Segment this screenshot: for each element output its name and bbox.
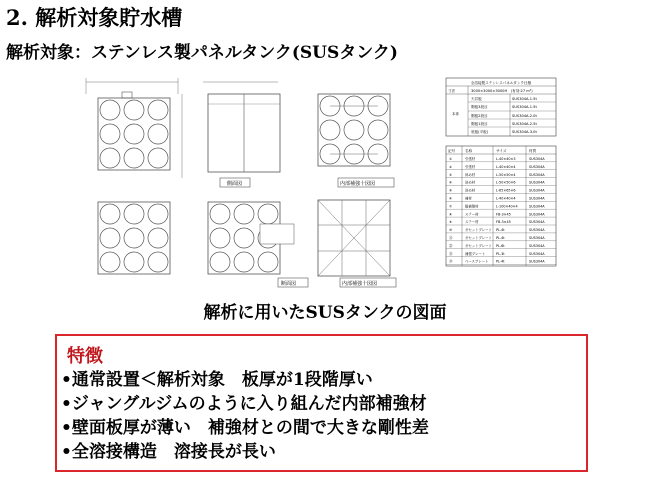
parts-cell-mark: ③ xyxy=(449,172,453,177)
parts-header: 記号 xyxy=(448,149,456,153)
parts-cell-name: ガセットプレート xyxy=(465,243,492,248)
parts-cell-mark: ⑨ xyxy=(449,220,453,225)
parts-cell-mark: ⑬ xyxy=(449,251,453,256)
feature-item: •通常設置＜解析対象 板厚が1段階厚い xyxy=(61,370,373,390)
parts-cell-name: 補強プレート xyxy=(465,251,486,256)
section-view xyxy=(208,202,308,287)
parts-cell-mark: ② xyxy=(449,164,453,169)
parts-cell-name: 縦補強材 xyxy=(465,204,479,209)
parts-cell-material: SUS304A xyxy=(529,172,545,177)
spec-part: 側板1段目 xyxy=(471,122,488,126)
parts-cell-mark: ⑤ xyxy=(449,188,453,193)
figure-caption: 解析に用いたSUSタンクの図面 xyxy=(203,303,447,323)
parts-cell-mark: ⑧ xyxy=(449,212,453,217)
parts-header: 名称 xyxy=(465,149,473,153)
parts-cell-material: SUS304A xyxy=(529,220,545,225)
front-view xyxy=(203,82,280,187)
parts-cell-size: L-65×65×6 xyxy=(496,188,516,193)
spec-capacity-value: 3000×3000×3000H (有効:27 m³) xyxy=(471,89,533,93)
parts-cell-material: SUS304A xyxy=(529,212,545,217)
parts-cell-size: FB-3×45 xyxy=(496,220,511,225)
parts-cell-material: SUS304A xyxy=(529,228,545,233)
parts-cell-name: ガセットプレート xyxy=(465,236,492,240)
view-label: 断面図 xyxy=(281,281,297,287)
parts-table-rows xyxy=(446,156,556,265)
inner-reinforcement-bottom xyxy=(318,200,396,287)
parts-cell-size: L-50×50×4 xyxy=(496,172,516,177)
parts-cell-size: PL-6t xyxy=(496,243,505,248)
parts-cell-name: ガセットプレート xyxy=(465,228,492,233)
view-label: 内部補強十図図 xyxy=(340,181,376,187)
parts-cell-name: ステー材 xyxy=(465,220,479,225)
sus-tank-drawing xyxy=(78,74,560,294)
features-list xyxy=(61,368,429,464)
features-heading: 特徴 xyxy=(67,346,103,367)
parts-cell-mark: ⑥ xyxy=(449,196,453,201)
spec-material: SUS304A-1.5t xyxy=(512,97,537,101)
spec-table-title: 全溶接製ステンレスパネルタンク仕様 xyxy=(470,81,532,85)
parts-cell-size: PL-4t xyxy=(496,236,505,240)
parts-cell-size: PL-4t xyxy=(496,259,505,264)
parts-cell-material: SUS304A xyxy=(529,196,545,201)
spec-material: SUS304A-2.0t xyxy=(512,114,537,118)
feature-item: •壁面板厚が薄い 補強材との間で大きな剛性差 xyxy=(61,418,429,438)
parts-cell-name: 引張材 xyxy=(465,157,476,161)
parts-cell-material: SUS304A xyxy=(529,164,545,169)
spec-part: 底板(平板) xyxy=(471,130,489,134)
features-box xyxy=(55,334,588,472)
parts-cell-material: SUS304A xyxy=(529,236,545,240)
parts-cell-mark: ④ xyxy=(449,180,453,185)
spec-material: SUS304A-1.5t xyxy=(512,105,537,109)
parts-cell-material: SUS304A xyxy=(529,251,545,256)
side-view xyxy=(86,78,182,178)
parts-cell-name: 補材 xyxy=(465,196,472,201)
spec-body-label: 本体 xyxy=(452,112,460,116)
slide-title: 2. 解析対象貯水槽 xyxy=(6,5,183,30)
parts-cell-material: SUS304A xyxy=(529,204,545,209)
side-view-bottom xyxy=(98,202,170,274)
parts-cell-name: 斜め材 xyxy=(465,180,476,185)
parts-cell-mark: ⑦ xyxy=(449,204,453,209)
parts-cell-name: 斜め材 xyxy=(465,188,476,193)
parts-cell-name: ステー材 xyxy=(465,212,479,217)
feature-item: •ジャングルジムのように入り組んだ内部補強材 xyxy=(61,394,427,414)
view-label: 内部補強十図図 xyxy=(342,281,378,287)
feature-item: •全溶接構造 溶接長が長い xyxy=(61,442,276,462)
parts-cell-name: 引張材 xyxy=(465,164,476,169)
parts-cell-material: SUS304A xyxy=(529,180,545,185)
parts-cell-mark: ⑫ xyxy=(449,243,453,248)
parts-cell-mark: ① xyxy=(449,157,453,161)
parts-cell-material: SUS304A xyxy=(529,259,545,264)
parts-cell-size: L-100×40×4 xyxy=(496,204,518,209)
spec-part: 側板3段目 xyxy=(471,105,488,109)
spec-part: 側板2段目 xyxy=(471,114,488,118)
parts-header: サイズ xyxy=(496,149,507,153)
spec-part: 天井板 xyxy=(471,97,482,101)
parts-cell-size: L-50×50×6 xyxy=(496,180,516,185)
parts-cell-mark: ⑩ xyxy=(449,228,453,233)
view-label: 側面図 xyxy=(227,181,243,187)
parts-cell-size: L-40×40×4 xyxy=(496,164,516,169)
parts-cell-size: PL-3t xyxy=(496,251,505,256)
spec-table xyxy=(446,78,556,136)
parts-cell-size: PL-4t xyxy=(496,228,505,233)
parts-cell-name: 斜め材 xyxy=(465,172,476,177)
spec-material: SUS304A-2.5t xyxy=(512,122,537,126)
parts-cell-size: L-40×40×4 xyxy=(496,196,516,201)
slide-subtitle: 解析対象：ステンレス製パネルタンク(SUSタンク) xyxy=(6,43,398,63)
spec-capacity-label: 寸法 xyxy=(448,89,456,93)
parts-cell-name: ベースプレート xyxy=(465,259,489,264)
spec-material: SUS304A-3.0t xyxy=(512,130,537,134)
parts-header: 材質 xyxy=(529,149,537,153)
parts-cell-material: SUS304A xyxy=(529,243,545,248)
parts-cell-size: L-40×40×3 xyxy=(496,157,516,161)
parts-cell-material: SUS304A xyxy=(529,157,545,161)
parts-cell-material: SUS304A xyxy=(529,188,545,193)
parts-cell-size: FB-3×45 xyxy=(496,212,511,217)
parts-cell-mark: ⑭ xyxy=(449,259,453,264)
inner-reinforcement-top xyxy=(318,94,394,187)
parts-cell-mark: ⑪ xyxy=(449,236,453,240)
